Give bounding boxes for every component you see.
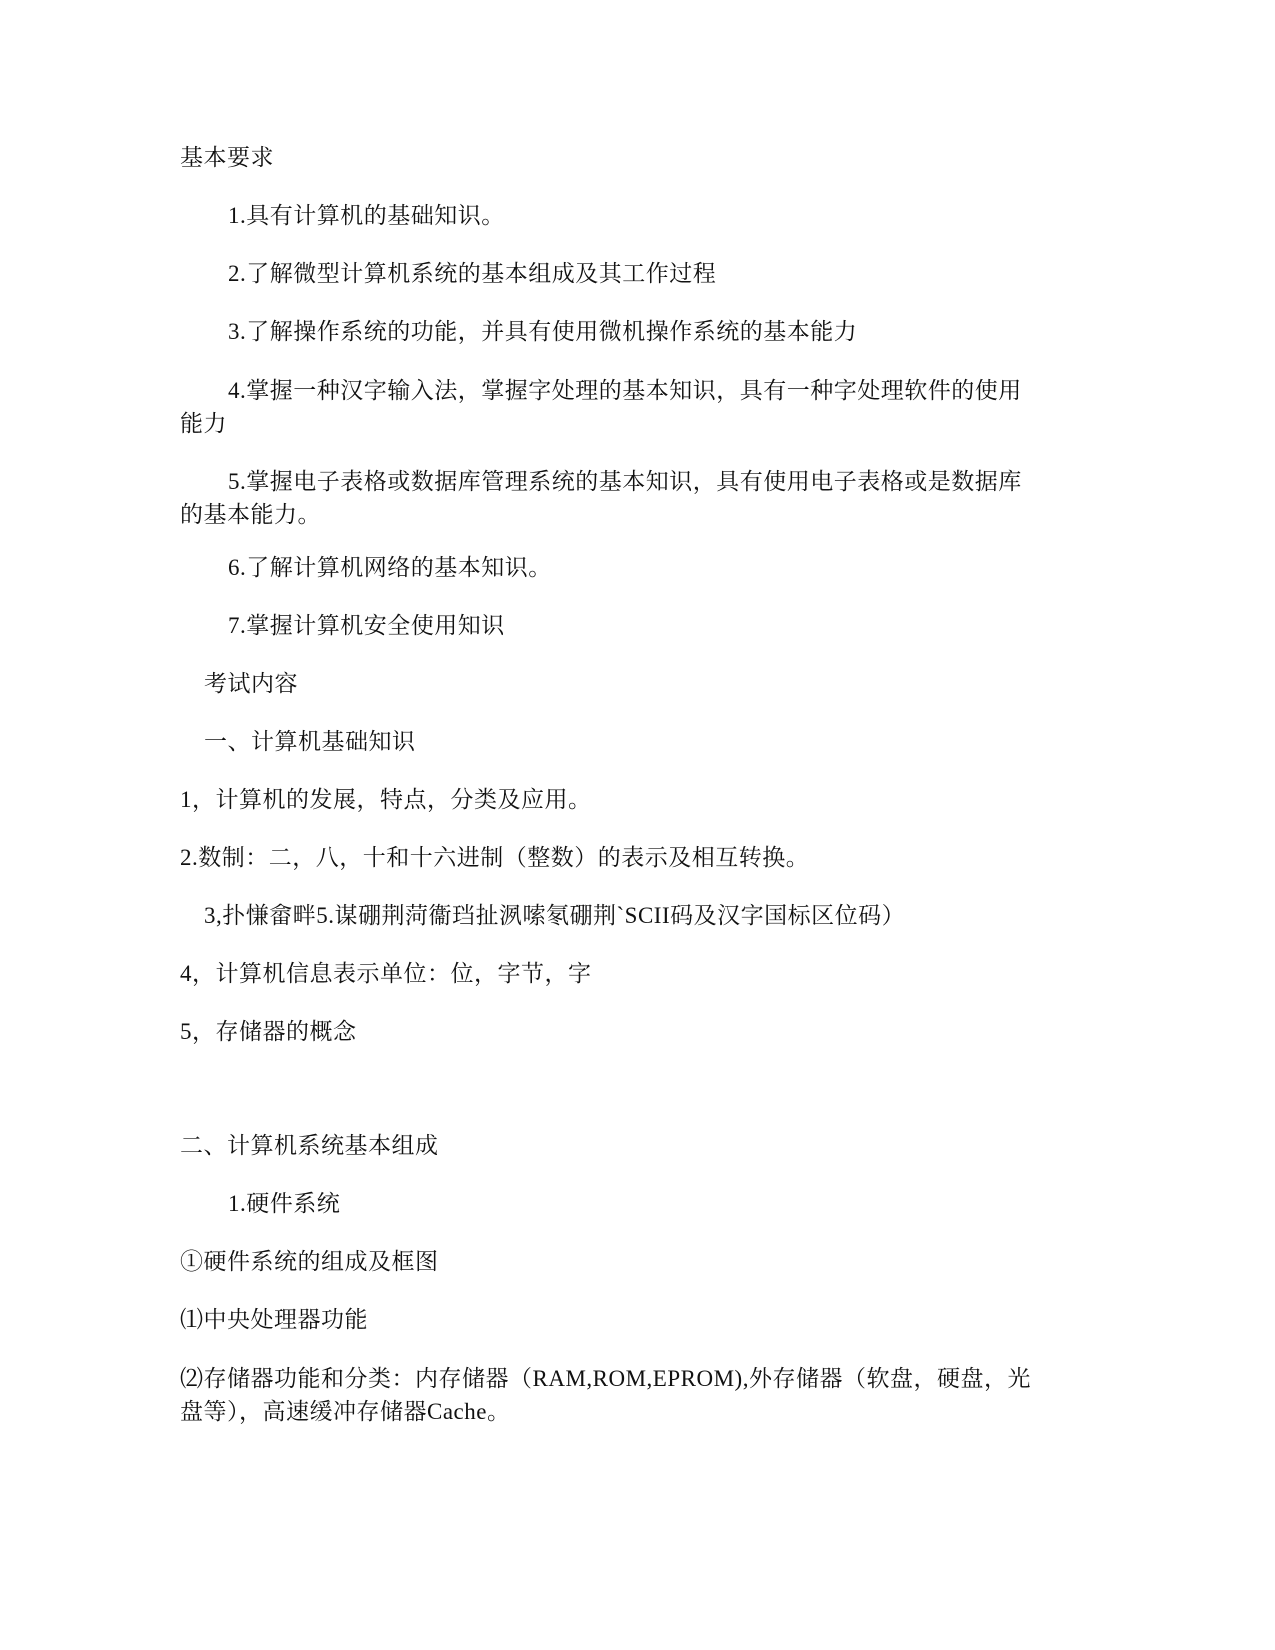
section1-item: 4，计算机信息表示单位：位，字节，字 (180, 961, 592, 986)
heading-requirements: 基本要求 (180, 145, 274, 170)
requirement-item: 7.掌握计算机安全使用知识 (228, 613, 505, 638)
section1-title: 一、计算机基础知识 (204, 729, 416, 754)
section1-item: 2.数制：二，八，十和十六进制（整数）的表示及相互转换。 (180, 845, 810, 870)
heading-exam: 考试内容 (204, 671, 298, 696)
section2-item: ①硬件系统的组成及框图 (180, 1249, 439, 1274)
section2-item: ⑵存储器功能和分类：内存储器（RAM,ROM,EPROM),外存储器（软盘，硬盘，光盘等），高速缓冲存储器Cache。 (180, 1366, 1031, 1424)
requirement-item: 5.掌握电子表格或数据库管理系统的基本知识，具有使用电子表格或是数据库的基本能力。 (180, 469, 1022, 527)
section2-title: 二、计算机系统基本组成 (180, 1133, 439, 1158)
requirement-item: 2.了解微型计算机系统的基本组成及其工作过程 (228, 261, 717, 286)
section2-subtitle: 1.硬件系统 (228, 1191, 341, 1216)
section2-item: ⑴中央处理器功能 (180, 1307, 368, 1332)
requirement-item: 6.了解计算机网络的基本知识。 (228, 555, 552, 580)
section1-item: 5，存储器的概念 (180, 1019, 357, 1044)
section1-item: 1，计算机的发展，特点，分类及应用。 (180, 787, 592, 812)
section1-item: 3,扑慊畲畔5.谋硼荆菏衞珰扯洬嗦氡硼荆`SCII码及汉字国标区位码） (204, 903, 906, 928)
requirement-item: 4.掌握一种汉字输入法，掌握字处理的基本知识，具有一种字处理软件的使用能力 (180, 378, 1022, 436)
requirement-item: 1.具有计算机的基础知识。 (228, 203, 505, 228)
requirement-item: 3.了解操作系统的功能，并具有使用微机操作系统的基本能力 (228, 319, 858, 344)
